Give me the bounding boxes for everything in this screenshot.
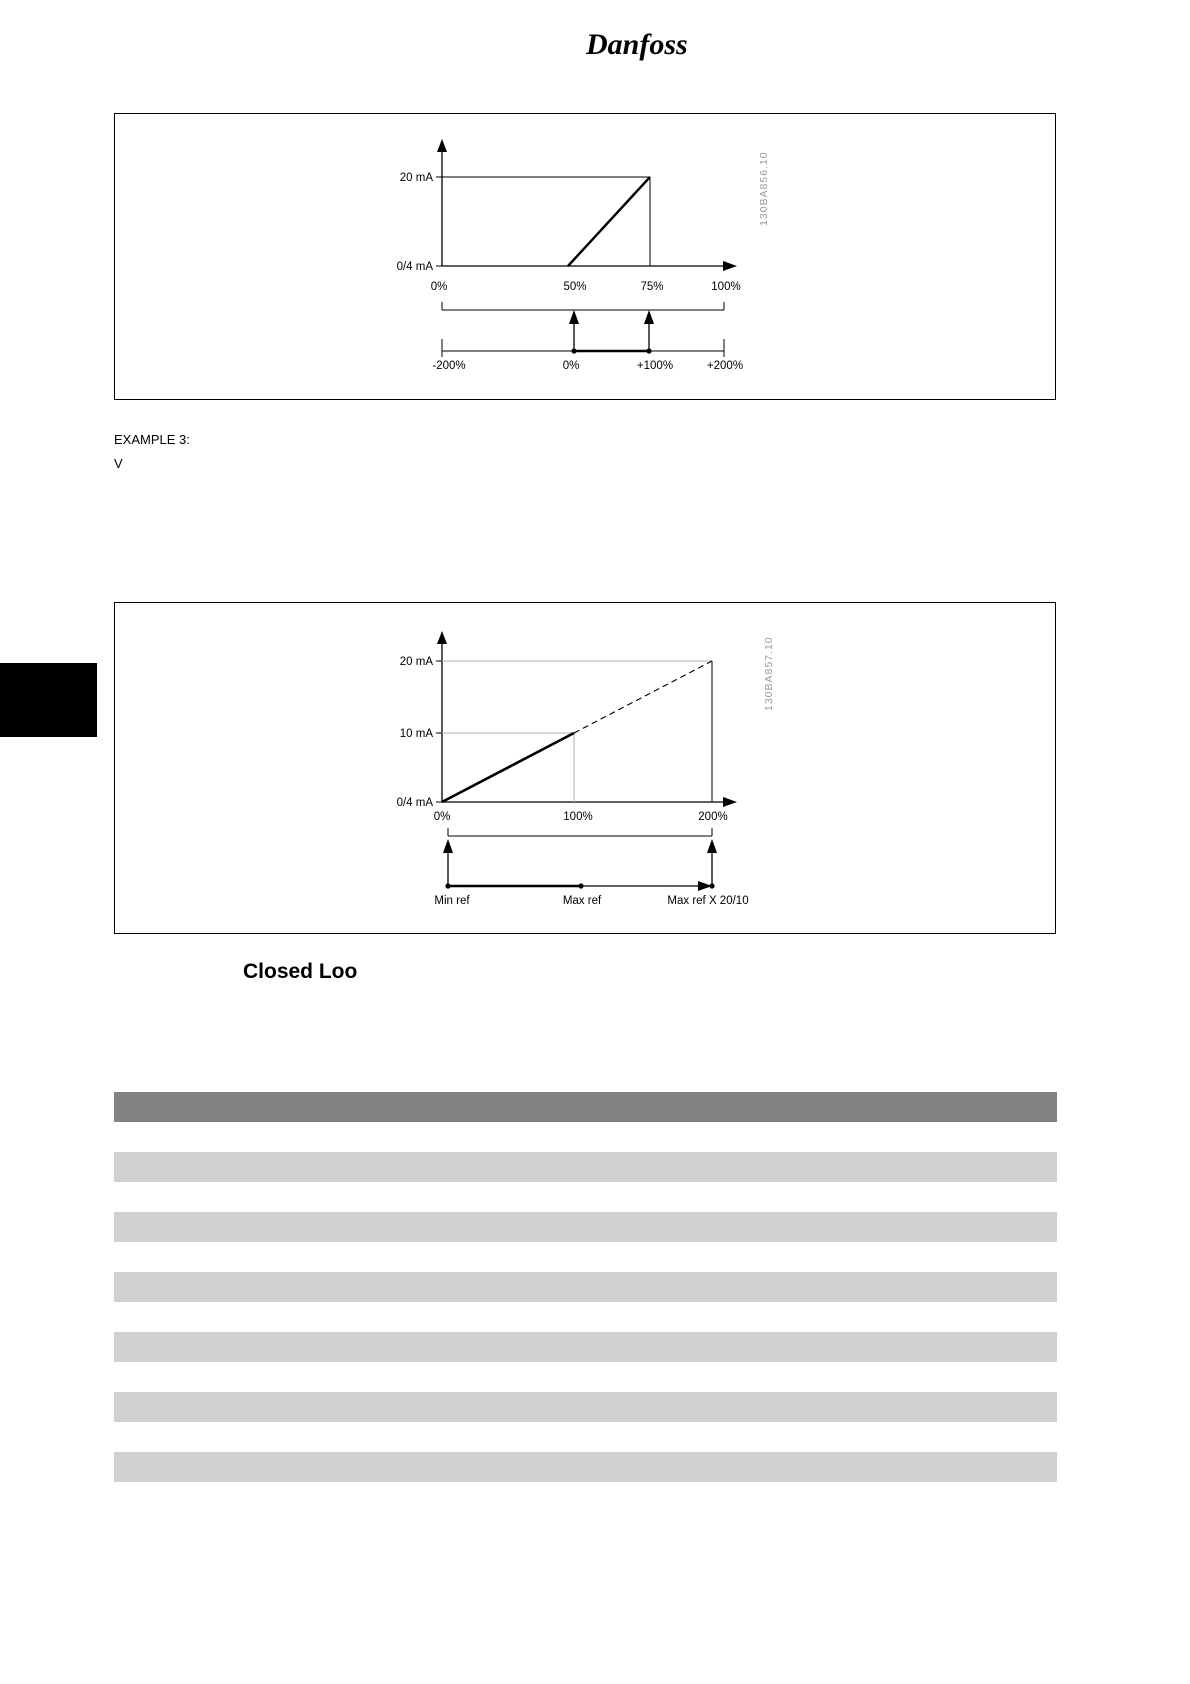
arrow-min [443,839,453,853]
x-axis-arrow [723,261,737,271]
y-axis-arrow [437,631,447,644]
parameter-table [114,1092,1057,1482]
table-row [114,1182,1057,1212]
danfoss-logo [580,18,700,68]
series-line-dashed [574,661,712,733]
x-label-100: 100% [563,811,593,823]
y-label-0-4ma: 0/4 mA [396,261,433,273]
logo-text: Danfoss [586,28,688,61]
x-label-50: 50% [563,281,587,293]
series-line [568,177,650,266]
y-axis-arrow [437,139,447,152]
x-label-0: 0% [430,281,448,293]
ref-label-max-x2: Max ref X 20/10 [667,895,749,907]
x-axis-arrow [723,797,737,807]
x-label-75: 75% [640,281,664,293]
table-row [114,1302,1057,1332]
table-row [114,1452,1057,1482]
table-row [114,1242,1057,1272]
table-row [114,1362,1057,1392]
ref-label-minus-200: -200% [432,360,466,372]
table-row [114,1392,1057,1422]
ref-label-plus-200: +200% [706,360,744,372]
arrow-75 [644,310,654,324]
y-label-20ma: 20 mA [399,172,433,184]
example-line: V [114,456,123,471]
table-row [114,1122,1057,1152]
chapter-tab [0,663,97,737]
table-row [114,1422,1057,1452]
figure-2 [114,602,1056,934]
doc-code: 130BA857.10 [763,636,775,711]
ref-label-0: 0% [562,360,580,372]
table-row [114,1152,1057,1182]
ref-label-max: Max ref [562,895,602,907]
y-label-10ma: 10 mA [399,728,433,740]
ref-label-min: Min ref [434,895,470,907]
x-label-200: 200% [698,811,728,823]
table-row [114,1212,1057,1242]
ref-label-plus-100: +100% [636,360,674,372]
figure-1 [114,113,1056,400]
table-header-row [114,1092,1057,1122]
y-label-20ma: 20 mA [399,656,433,668]
section-heading: Closed Loo [243,960,358,983]
example-title: EXAMPLE 3: [114,432,190,447]
x-label-0: 0% [433,811,451,823]
doc-code: 130BA856.10 [758,151,770,226]
series-line-solid [442,733,574,802]
arrow-max-x2 [707,839,717,853]
table-row [114,1332,1057,1362]
table-row [114,1272,1057,1302]
arrow-50 [569,310,579,324]
x-label-100: 100% [711,281,741,293]
y-label-0-4ma: 0/4 mA [396,797,433,809]
